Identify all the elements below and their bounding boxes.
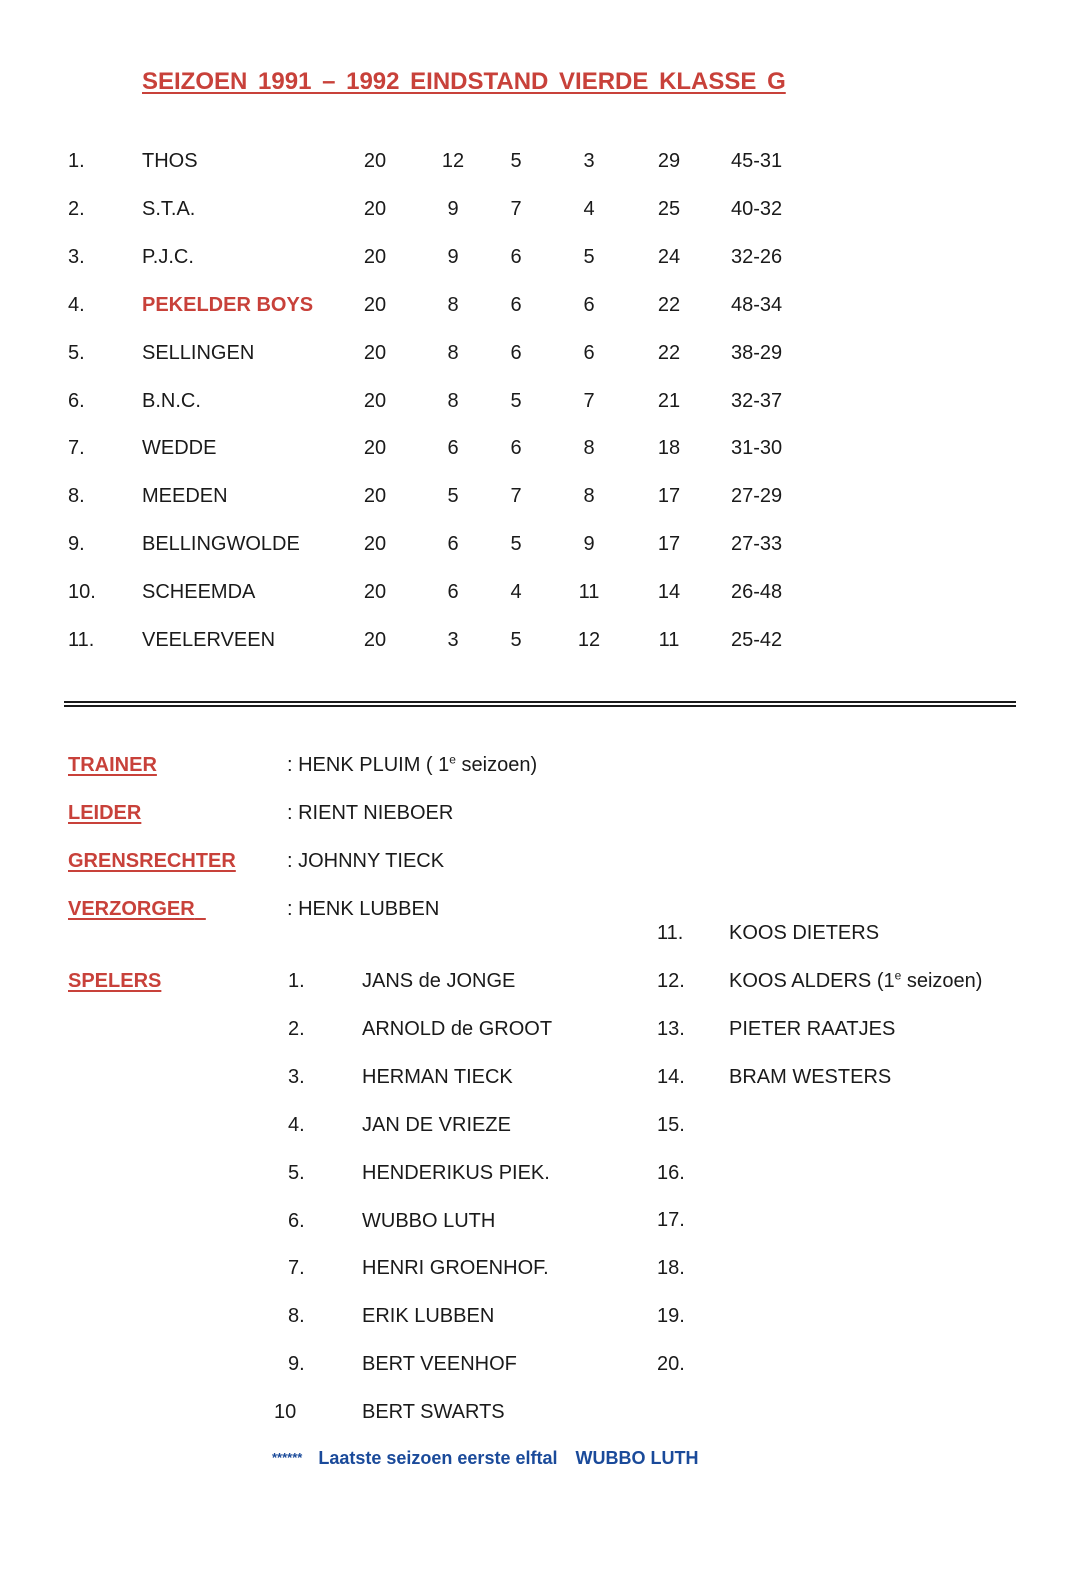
drawn-cell: 6	[510, 246, 522, 268]
footer-note	[272, 1445, 698, 1471]
team-cell: WEDDE	[142, 437, 217, 459]
position-cell: 1.	[68, 150, 85, 172]
drawn-cell: 5	[510, 390, 522, 412]
player-number: 11.	[657, 922, 684, 944]
lost-cell: 11	[578, 581, 600, 603]
player-number: 4.	[288, 1114, 305, 1136]
won-cell: 5	[447, 485, 459, 507]
team-cell: B.N.C.	[142, 390, 201, 412]
won-cell: 8	[447, 342, 459, 364]
position-cell: 6.	[68, 390, 85, 412]
spelers-label: SPELERS	[68, 970, 162, 992]
won-cell: 9	[447, 246, 459, 268]
played-cell: 20	[363, 533, 387, 555]
player-number: 7.	[288, 1257, 305, 1279]
page-title: SEIZOEN 1991 – 1992 EINDSTAND VIERDE KLASSE G	[142, 68, 786, 95]
player-name: BERT VEENHOF	[362, 1353, 517, 1375]
points-cell: 17	[657, 533, 681, 555]
table-row	[0, 338, 1083, 368]
table-row	[0, 386, 1083, 416]
player-name: JANS de JONGE	[362, 970, 516, 992]
player-number: 20.	[657, 1353, 685, 1375]
trainer-superscript: e	[449, 752, 456, 767]
position-cell: 5.	[68, 342, 85, 364]
goals-cell: 27-33	[731, 533, 783, 555]
lost-cell: 6	[583, 342, 595, 364]
points-cell: 21	[657, 390, 681, 412]
team-cell: VEELERVEEN	[142, 629, 276, 651]
player-name-suffix: seizoen)	[901, 970, 983, 992]
played-cell: 20	[363, 150, 387, 172]
goals-cell: 25-42	[731, 629, 783, 651]
team-cell: PEKELDER BOYS	[142, 294, 314, 316]
lost-cell: 4	[583, 198, 595, 220]
drawn-cell: 5	[510, 150, 522, 172]
played-cell: 20	[363, 198, 387, 220]
won-cell: 9	[447, 198, 459, 220]
position-cell: 4.	[68, 294, 85, 316]
won-cell: 3	[447, 629, 459, 651]
player-number: 1.	[288, 970, 305, 992]
team-cell: THOS	[142, 150, 198, 172]
verzorger-label-text: VERZORGER	[68, 898, 195, 920]
won-cell: 12	[441, 150, 465, 172]
player-name: PIETER RAATJES	[729, 1018, 896, 1040]
player-number: 16.	[657, 1162, 685, 1184]
drawn-cell: 4	[510, 581, 522, 603]
drawn-cell: 5	[510, 533, 522, 555]
goals-cell: 48-34	[731, 294, 783, 316]
team-cell: S.T.A.	[142, 198, 196, 220]
grensrechter-label: GRENSRECHTER	[68, 850, 236, 872]
player-name: HENRI GROENHOF.	[362, 1257, 549, 1279]
goals-cell: 45-31	[731, 150, 783, 172]
footer-stars: ******	[272, 1450, 303, 1465]
position-cell: 8.	[68, 485, 85, 507]
player-number: 15.	[657, 1114, 685, 1136]
trainer-label: TRAINER	[68, 754, 157, 776]
player-name: HERMAN TIECK	[362, 1066, 513, 1088]
position-cell: 3.	[68, 246, 85, 268]
won-cell: 8	[447, 294, 459, 316]
position-cell: 7.	[68, 437, 85, 459]
table-row	[0, 290, 1083, 320]
player-name: ARNOLD de GROOT	[362, 1018, 553, 1040]
won-cell: 8	[447, 390, 459, 412]
team-cell: MEEDEN	[142, 485, 228, 507]
team-cell: SCHEEMDA	[142, 581, 256, 603]
points-cell: 14	[657, 581, 681, 603]
grensrechter-value: : JOHNNY TIECK	[287, 850, 445, 872]
lost-cell: 3	[583, 150, 595, 172]
lost-cell: 12	[577, 629, 601, 651]
won-cell: 6	[447, 437, 459, 459]
team-cell: BELLINGWOLDE	[142, 533, 300, 555]
drawn-cell: 7	[510, 198, 522, 220]
goals-cell: 26-48	[731, 581, 783, 603]
player-number: 8.	[288, 1305, 305, 1327]
player-number: 10	[274, 1401, 297, 1423]
player-number: 2.	[288, 1018, 305, 1040]
leider-value: : RIENT NIEBOER	[287, 802, 454, 824]
drawn-cell: 5	[510, 629, 522, 651]
table-row	[0, 146, 1083, 176]
player-name: ERIK LUBBEN	[362, 1305, 495, 1327]
won-cell: 6	[447, 581, 459, 603]
played-cell: 20	[363, 294, 387, 316]
player-name	[729, 966, 982, 996]
played-cell: 20	[363, 437, 387, 459]
player-number: 6.	[288, 1210, 305, 1232]
team-cell: P.J.C.	[142, 246, 194, 268]
table-row	[0, 577, 1083, 607]
lost-cell: 5	[583, 246, 595, 268]
verzorger-value: : HENK LUBBEN	[287, 898, 440, 920]
position-cell: 10.	[68, 581, 96, 603]
points-cell: 11	[658, 629, 680, 651]
points-cell: 22	[657, 294, 681, 316]
player-number: 12.	[657, 970, 685, 992]
table-row	[0, 194, 1083, 224]
goals-cell: 32-37	[731, 390, 783, 412]
player-name: JAN DE VRIEZE	[362, 1114, 511, 1136]
played-cell: 20	[363, 629, 387, 651]
player-name: BERT SWARTS	[362, 1401, 505, 1423]
table-row	[0, 242, 1083, 272]
played-cell: 20	[363, 390, 387, 412]
drawn-cell: 6	[510, 294, 522, 316]
goals-cell: 27-29	[731, 485, 783, 507]
verzorger-label	[68, 894, 206, 924]
drawn-cell: 7	[510, 485, 522, 507]
player-name: KOOS DIETERS	[729, 922, 880, 944]
position-cell: 11.	[68, 629, 95, 651]
player-number: 9.	[288, 1353, 305, 1375]
leider-label: LEIDER	[68, 802, 142, 824]
points-cell: 17	[657, 485, 681, 507]
played-cell: 20	[363, 342, 387, 364]
lost-cell: 8	[583, 437, 595, 459]
lost-cell: 6	[583, 294, 595, 316]
played-cell: 20	[363, 485, 387, 507]
section-divider	[64, 701, 1016, 703]
player-name-text: KOOS ALDERS (1	[729, 970, 895, 992]
points-cell: 18	[657, 437, 681, 459]
lost-cell: 8	[583, 485, 595, 507]
player-number: 13.	[657, 1018, 685, 1040]
player-name: WUBBO LUTH	[362, 1210, 496, 1232]
table-row	[0, 481, 1083, 511]
player-number: 17.	[657, 1209, 685, 1231]
player-number: 5.	[288, 1162, 305, 1184]
player-number: 14.	[657, 1066, 685, 1088]
lost-cell: 7	[583, 390, 595, 412]
points-cell: 25	[657, 198, 681, 220]
trainer-suffix: seizoen)	[455, 754, 538, 776]
points-cell: 24	[657, 246, 681, 268]
footer-text: Laatste seizoen eerste elftal	[318, 1448, 558, 1468]
points-cell: 22	[657, 342, 681, 364]
trainer-value	[287, 750, 537, 780]
team-cell: SELLINGEN	[142, 342, 255, 364]
footer-player-name: WUBBO LUTH	[575, 1448, 699, 1468]
position-cell: 9.	[68, 533, 85, 555]
played-cell: 20	[363, 581, 387, 603]
table-row	[0, 625, 1083, 655]
lost-cell: 9	[583, 533, 595, 555]
drawn-cell: 6	[510, 437, 522, 459]
player-name: BRAM WESTERS	[729, 1066, 892, 1088]
table-row	[0, 433, 1083, 463]
won-cell: 6	[447, 533, 459, 555]
goals-cell: 32-26	[731, 246, 783, 268]
points-cell: 29	[657, 150, 681, 172]
table-row	[0, 529, 1083, 559]
drawn-cell: 6	[510, 342, 522, 364]
position-cell: 2.	[68, 198, 85, 220]
trainer-name: : HENK PLUIM ( 1	[287, 754, 450, 776]
player-name-superscript: e	[894, 968, 902, 983]
goals-cell: 38-29	[731, 342, 783, 364]
player-name: HENDERIKUS PIEK.	[362, 1162, 550, 1184]
goals-cell: 40-32	[731, 198, 783, 220]
player-number: 19.	[657, 1305, 685, 1327]
player-number: 3.	[288, 1066, 305, 1088]
goals-cell: 31-30	[731, 437, 783, 459]
player-number: 18.	[657, 1257, 685, 1279]
played-cell: 20	[363, 246, 387, 268]
